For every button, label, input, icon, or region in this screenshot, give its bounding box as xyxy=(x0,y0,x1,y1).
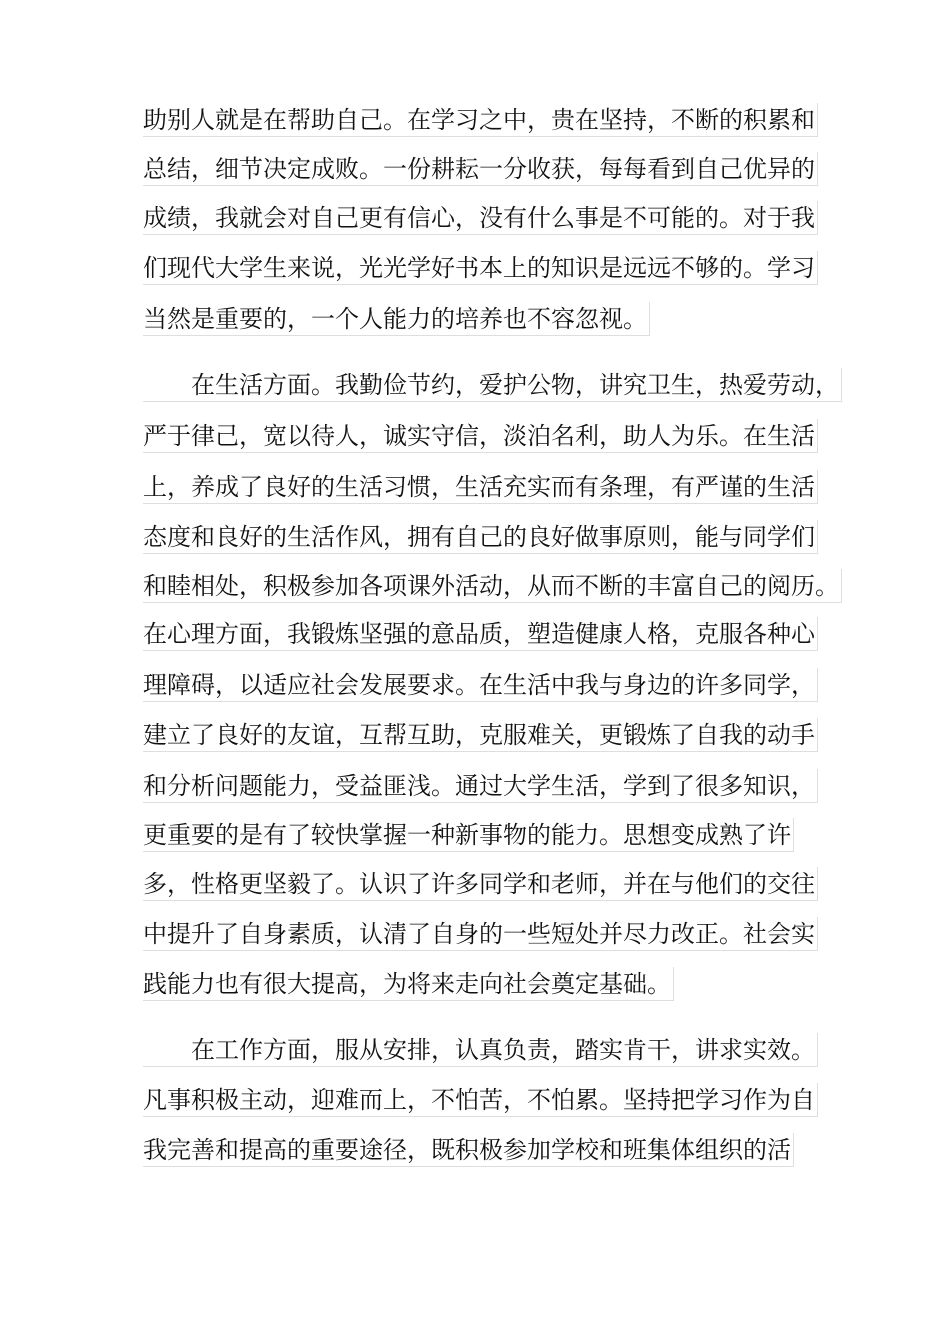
paragraph-2-line-4: 态度和良好的生活作风，拥有自己的良好做事原则，能与同学们 xyxy=(143,520,818,554)
paragraph-1-line-5: 当然是重要的，一个人能力的培养也不容忽视。 xyxy=(143,302,650,336)
paragraph-1-line-4: 们现代大学生来说，光光学好书本上的知识是远远不够的。学习 xyxy=(143,251,818,285)
paragraph-2-line-3: 上，养成了良好的生活习惯，生活充实而有条理，有严谨的生活 xyxy=(143,470,818,504)
paragraph-2-line-1: 在生活方面。我勤俭节约，爱护公物，讲究卫生，热爱劳动， xyxy=(143,368,842,402)
paragraph-2-line-10: 更重要的是有了较快掌握一种新事物的能力。思想变成熟了许 xyxy=(143,818,794,852)
paragraph-2-line-2: 严于律己，宽以待人，诚实守信，淡泊名利，助人为乐。在生活 xyxy=(143,419,818,453)
paragraph-2-line-11: 多，性格更坚毅了。认识了许多同学和老师，并在与他们的交往 xyxy=(143,867,818,901)
paragraph-1-line-3: 成绩，我就会对自己更有信心，没有什么事是不可能的。对于我 xyxy=(143,201,818,235)
paragraph-2-line-5: 和睦相处，积极参加各项课外活动，从而不断的丰富自己的阅历。 xyxy=(143,569,842,603)
paragraph-2-line-12: 中提升了自身素质，认清了自身的一些短处并尽力改正。社会实 xyxy=(143,917,818,951)
paragraph-2-line-9: 和分析问题能力，受益匪浅。通过大学生活，学到了很多知识， xyxy=(143,769,818,803)
paragraph-2-line-8: 建立了良好的友谊，互帮互助，克服难关，更锻炼了自我的动手 xyxy=(143,718,818,752)
paragraph-2-line-6: 在心理方面，我锻炼坚强的意品质，塑造健康人格，克服各种心 xyxy=(143,617,818,651)
paragraph-3-line-3: 我完善和提高的重要途径，既积极参加学校和班集体组织的活 xyxy=(143,1133,794,1167)
paragraph-2-line-7: 理障碍，以适应社会发展要求。在生活中我与身边的许多同学， xyxy=(143,668,818,702)
paragraph-2-line-13: 践能力也有很大提高，为将来走向社会奠定基础。 xyxy=(143,967,674,1001)
paragraph-3-line-2: 凡事积极主动，迎难而上，不怕苦，不怕累。坚持把学习作为自 xyxy=(143,1083,818,1117)
paragraph-3-line-1: 在工作方面，服从安排，认真负责，踏实肯干，讲求实效。 xyxy=(143,1033,818,1067)
paragraph-1-line-2: 总结，细节决定成败。一份耕耘一分收获，每每看到自己优异的 xyxy=(143,152,818,186)
paragraph-1-line-1: 助别人就是在帮助自己。在学习之中，贵在坚持，不断的积累和 xyxy=(143,103,818,137)
